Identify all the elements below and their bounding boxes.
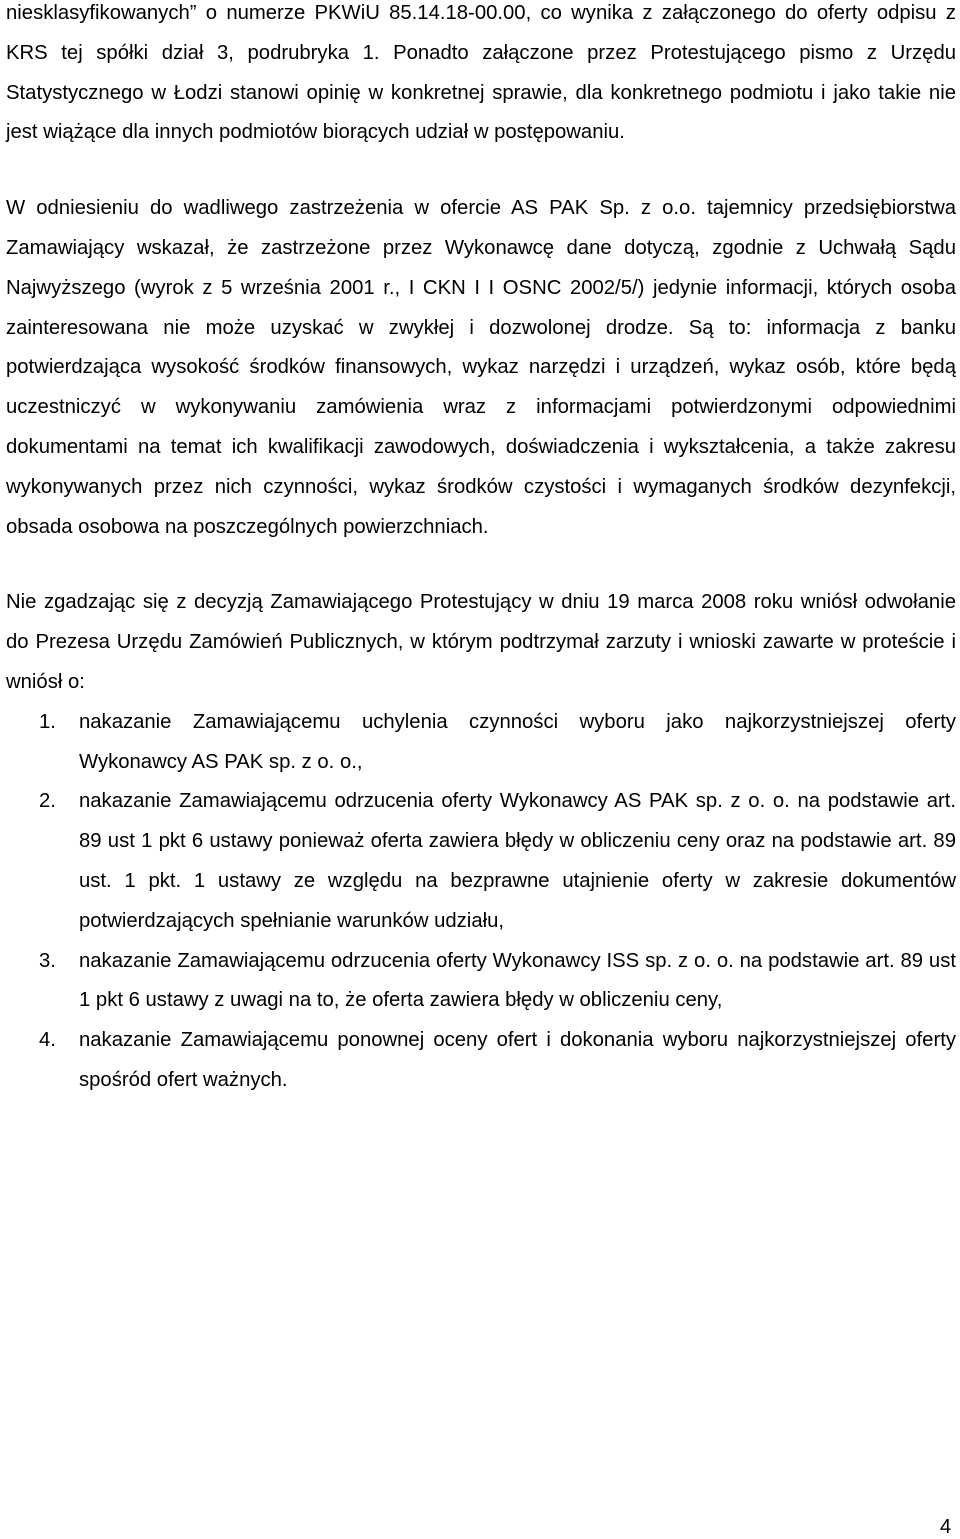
page-number: 4 xyxy=(940,1516,952,1538)
paragraph-appeal: Nie zgadzając się z decyzją Zamawiającego Protestujący w dniu 19 marca 2008 roku wniósł odwołanie do Prezesa Urzędu Zamówień Publicznych, w którym podtrzymał zarzuty i wnioski zawarte w proteście i wniósł o: xyxy=(6,591,956,693)
list-item-text: nakazanie Zamawiającemu uchylenia czynności wyboru jako najkorzystniejszej oferty Wykonawcy AS PAK sp. z o. o., xyxy=(79,710,956,773)
list-item-number: 2. xyxy=(39,790,56,813)
demands-list xyxy=(6,703,956,1101)
list-item xyxy=(6,1021,956,1101)
document-page xyxy=(6,0,956,1101)
list-item-number: 1. xyxy=(39,710,56,733)
list-item-text: nakazanie Zamawiającemu odrzucenia oferty Wykonawcy AS PAK sp. z o. o. na podstawie art. 89 ust 1 pkt 6 ustawy ponieważ oferta zawiera błędy w obliczeniu ceny oraz na podstawie art. 89 ust. 1 pkt. 1 ustawy ze względu na bezprawne utajnienie oferty w zakresie dokumentów potwierdzających spełnianie warunków udziału, xyxy=(79,790,956,932)
list-item-text: nakazanie Zamawiającemu odrzucenia oferty Wykonawcy ISS sp. z o. o. na podstawie art. 89 ust 1 pkt 6 ustawy z uwagi na to, że oferta zawiera błędy w obliczeniu ceny, xyxy=(79,949,956,1012)
list-item-number: 4. xyxy=(39,1029,56,1052)
list-item xyxy=(6,782,956,941)
list-item-number: 3. xyxy=(39,949,56,972)
list-item-text: nakazanie Zamawiającemu ponownej oceny ofert i dokonania wyboru najkorzystniejszej oferty spośród ofert ważnych. xyxy=(79,1029,956,1091)
list-item xyxy=(6,942,956,1022)
list-item xyxy=(6,703,956,783)
paragraph-classification: niesklasyfikowanych” o numerze PKWiU 85.14.18-00.00, co wynika z załączonego do oferty odpisu z KRS tej spółki dział 3, podrubryka 1. Ponadto załączone przez Protestującego pismo z Urzędu Statystycznego w Łodzi stanowi opinię w konkretnej sprawie, dla konkretnego podmiotu i jako takie nie jest wiążące dla innych podmiotów biorących udział w postępowaniu. xyxy=(6,2,956,144)
paragraph-trade-secret: W odniesieniu do wadliwego zastrzeżenia w ofercie AS PAK Sp. z o.o. tajemnicy przedsiębiorstwa Zamawiający wskazał, że zastrzeżone przez Wykonawcę dane dotyczą, zgodnie z Uchwałą Sądu Najwyższego (wyrok z 5 września 2001 r., I CKN I I OSNC 2002/5/) jedynie informacji, których osoba zainteresowana nie może uzyskać w zwykłej i dozwolonej drodze. Są to: informacja z banku potwierdzająca wysokość środków finansowych, wykaz narzędzi i urządzeń, wykaz osób, które będą uczestniczyć w wykonywaniu zamówienia wraz z informacjami potwierdzonymi odpowiednimi dokumentami na temat ich kwalifikacji zawodowych, doświadczenia i wykształcenia, a także zakresu wykonywanych przez nich czynności, wykaz środków czystości i wymaganych środków dezynfekcji, obsada osobowa na poszczególnych powierzchniach. xyxy=(6,197,956,538)
